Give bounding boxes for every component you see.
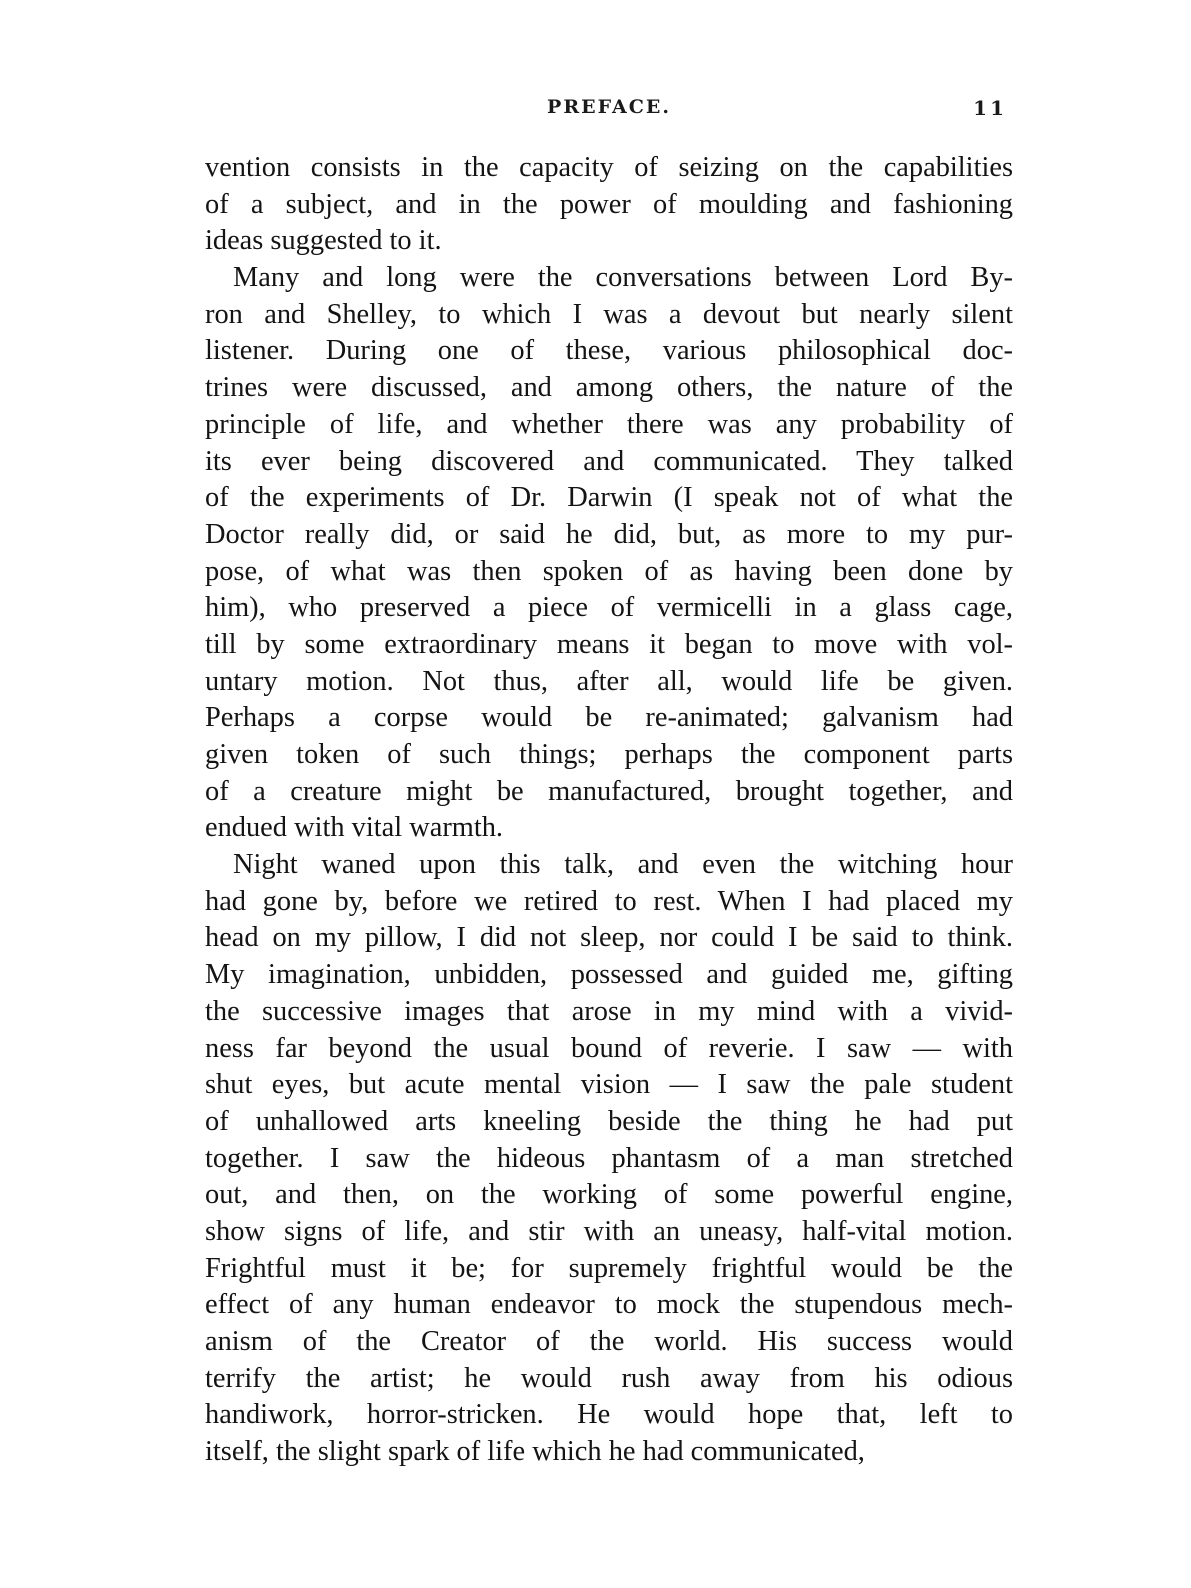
text-line: out, and then, on the working of some powerful engine,	[205, 1179, 1013, 1211]
text-line: of unhallowed arts kneeling beside the thing he had put	[205, 1105, 1013, 1137]
text-line: its ever being discovered and communicated. They talked	[205, 445, 1013, 477]
text-line: Frightful must it be; for supremely frightful would be the	[205, 1252, 1013, 1284]
text-line: ness far beyond the usual bound of reverie. I saw — with	[205, 1032, 1013, 1064]
text-line: untary motion. Not thus, after all, would life be given.	[205, 665, 1013, 697]
text-line: anism of the Creator of the world. His success would	[205, 1326, 1013, 1357]
text-line: the successive images that arose in my mind with a vivid-	[205, 995, 1013, 1027]
text-line: Many and long were the conversations between Lord By-	[233, 262, 1013, 294]
text-line: My imagination, unbidden, possessed and guided me, gifting	[205, 959, 1013, 991]
text-line: Night waned upon this talk, and even the witching hour	[233, 849, 1013, 881]
page-number: 11	[973, 96, 1007, 120]
text-line: of the experiments of Dr. Darwin (I speak not of what the	[205, 482, 1013, 514]
text-line: principle of life, and whether there was any probability of	[205, 408, 1013, 440]
text-line: ron and Shelley, to which I was a devout but nearly silent	[205, 298, 1013, 330]
text-line: had gone by, before we retired to rest. When I had placed my	[205, 885, 1013, 917]
text-line: vention consists in the capacity of seizing on the capabilities	[205, 152, 1013, 183]
text-line: endued with vital warmth.	[205, 812, 504, 844]
text-line: of a subject, and in the power of moulding and fashioning	[205, 188, 1013, 220]
paragraph	[205, 847, 1013, 1471]
text-line: pose, of what was then spoken of as having been done by	[205, 555, 1013, 587]
text-line: together. I saw the hideous phantasm of a man stretched	[205, 1142, 1013, 1174]
chapter-title: PREFACE.	[547, 96, 671, 118]
paragraph	[205, 150, 1013, 260]
text-line: given token of such things; perhaps the component parts	[205, 739, 1013, 770]
text-line: trines were discussed, and among others, the nature of the	[205, 372, 1013, 404]
text-line: shut eyes, but acute mental vision — I saw the pale student	[205, 1069, 1013, 1101]
text-line: ideas suggested to it.	[205, 225, 442, 257]
text-line: till by some extraordinary means it began to move with vol-	[205, 628, 1013, 660]
paragraph	[205, 260, 1013, 847]
text-line: show signs of life, and stir with an uneasy, half-vital motion.	[205, 1215, 1013, 1247]
text-line: head on my pillow, I did not sleep, nor could I be said to think.	[205, 922, 1013, 954]
running-head	[205, 96, 1013, 126]
text-line: him), who preserved a piece of vermicelli in a glass cage,	[205, 592, 1013, 624]
text-line: Perhaps a corpse would be re-animated; galvanism had	[205, 702, 1013, 734]
text-line: terrify the artist; he would rush away from his odious	[205, 1362, 1013, 1394]
text-line: Doctor really did, or said he did, but, as more to my pur-	[205, 518, 1013, 550]
text-line: handiwork, horror-stricken. He would hope that, left to	[205, 1399, 1013, 1431]
text-line: listener. During one of these, various philosophical doc-	[205, 335, 1013, 367]
body-text	[205, 150, 1013, 1471]
text-line: of a creature might be manufactured, brought together, and	[205, 775, 1013, 807]
text-line: effect of any human endeavor to mock the stupendous mech-	[205, 1289, 1013, 1321]
text-line: itself, the slight spark of life which he had communicated,	[205, 1436, 865, 1468]
